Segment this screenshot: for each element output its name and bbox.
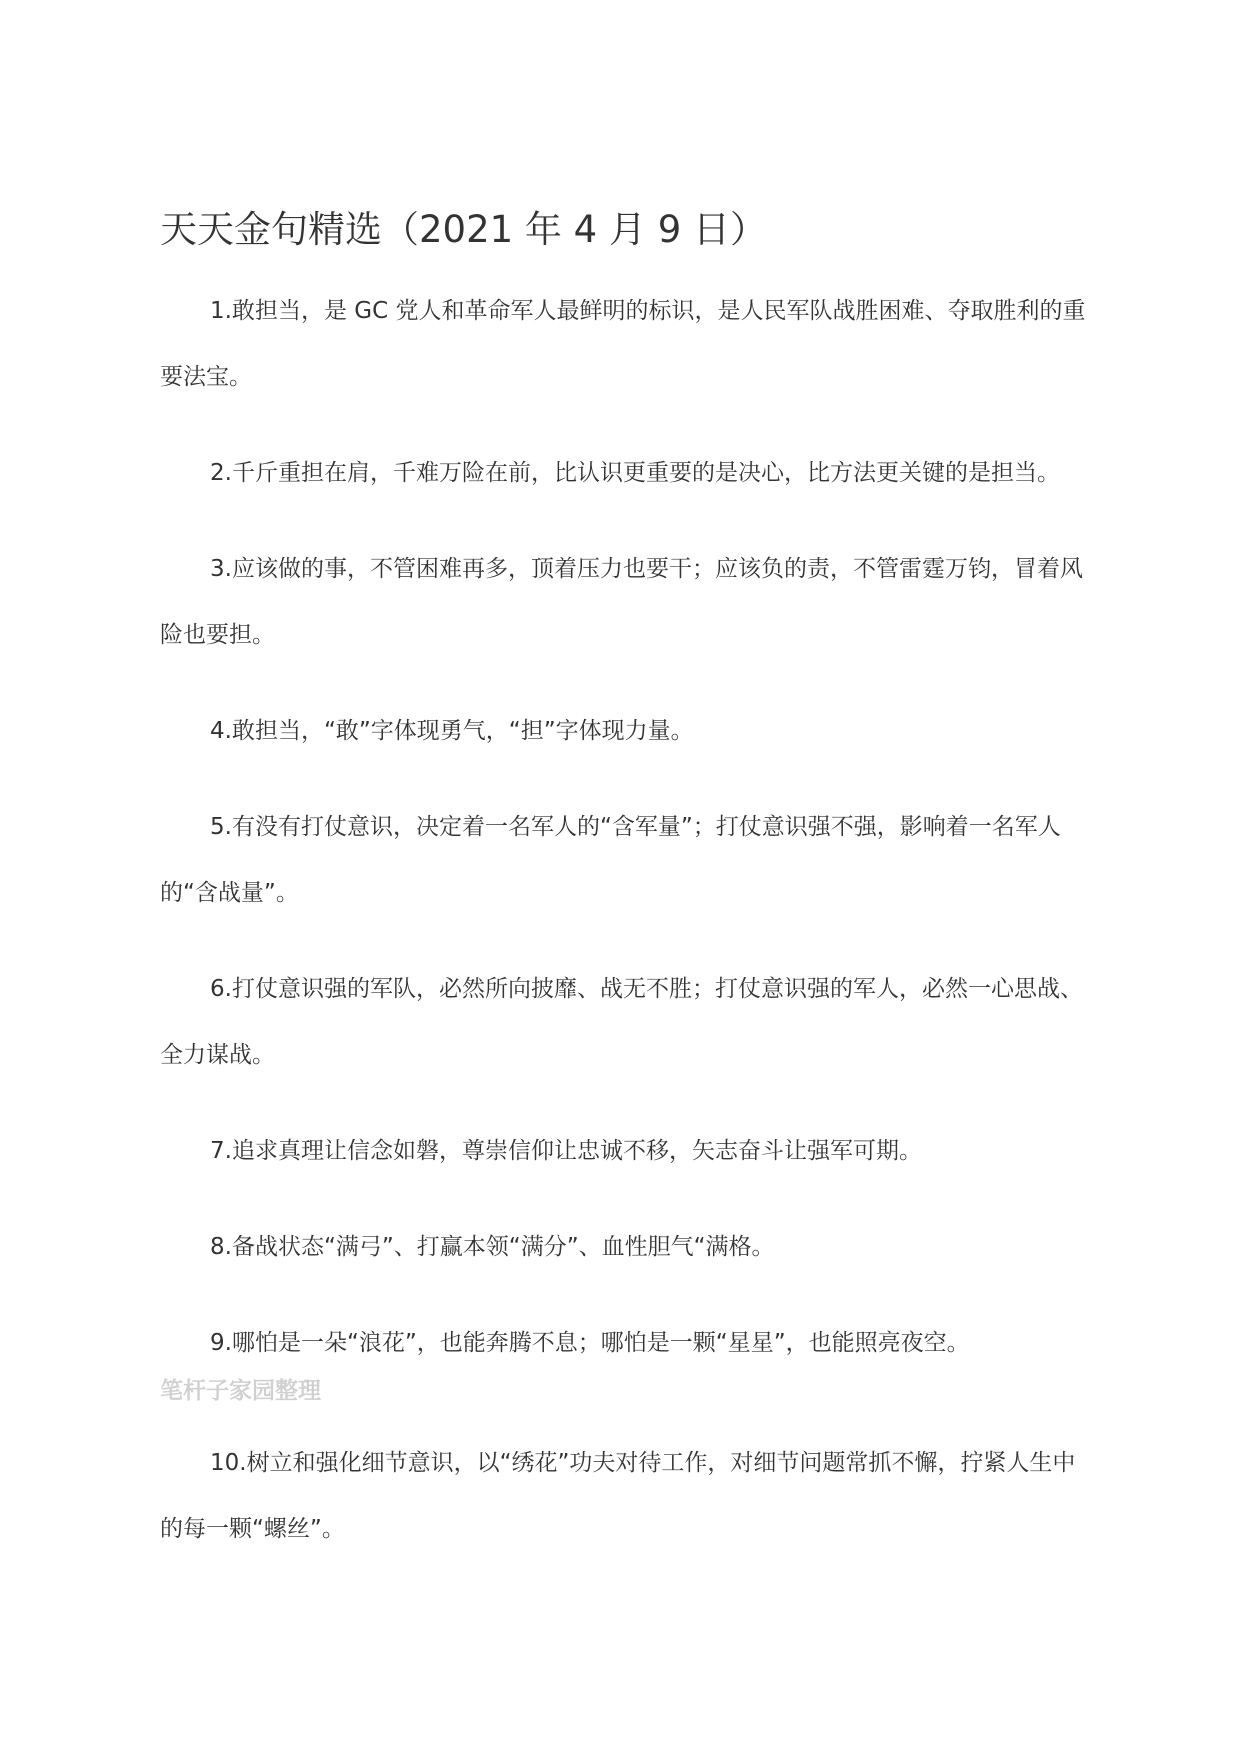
quote-item-3: 3.应该做的事，不管困难再多，顶着压力也要干；应该负的责，不管雷霆万钧，冒着风险也要担。 bbox=[160, 556, 1083, 648]
quote-item-6: 6.打仗意识强的军队，必然所向披靡、战无不胜；打仗意识强的军人，必然一心思战、全力谋战。 bbox=[160, 976, 1083, 1068]
quote-item-7: 7.追求真理让信念如磐，尊崇信仰让忠诚不移，矢志奋斗让强军可期。 bbox=[210, 1138, 922, 1164]
quote-item-1: 1.敢担当，是 GC 党人和革命军人最鲜明的标识，是人民军队战胜困难、夺取胜利的重要法宝。 bbox=[160, 298, 1086, 390]
quote-item-4: 4.敢担当，“敢”字体现勇气，“担”字体现力量。 bbox=[210, 718, 694, 744]
watermark-text: 笔杆子家园整理 bbox=[160, 1378, 321, 1404]
document-body bbox=[160, 204, 1090, 1592]
quote-item-10: 10.树立和强化细节意识，以“绣花”功夫对待工作，对细节问题常抓不懈，拧紧人生中的每一颗“螺丝”。 bbox=[160, 1450, 1076, 1542]
quote-item-8: 8.备战状态“满弓”、打赢本领“满分”、血性胆气“满格。 bbox=[210, 1234, 775, 1260]
quote-item-5: 5.有没有打仗意识，决定着一名军人的“含军量”；打仗意识强不强，影响着一名军人的“含战量”。 bbox=[160, 814, 1061, 906]
quote-item-2: 2.千斤重担在肩，千难万险在前，比认识更重要的是决心，比方法更关键的是担当。 bbox=[210, 460, 1060, 486]
document-title: 天天金句精选（2021 年 4 月 9 日） bbox=[160, 208, 768, 251]
quote-item-9: 9.哪怕是一朵“浪花”，也能奔腾不息；哪怕是一颗“星星”，也能照亮夜空。 bbox=[210, 1330, 970, 1356]
